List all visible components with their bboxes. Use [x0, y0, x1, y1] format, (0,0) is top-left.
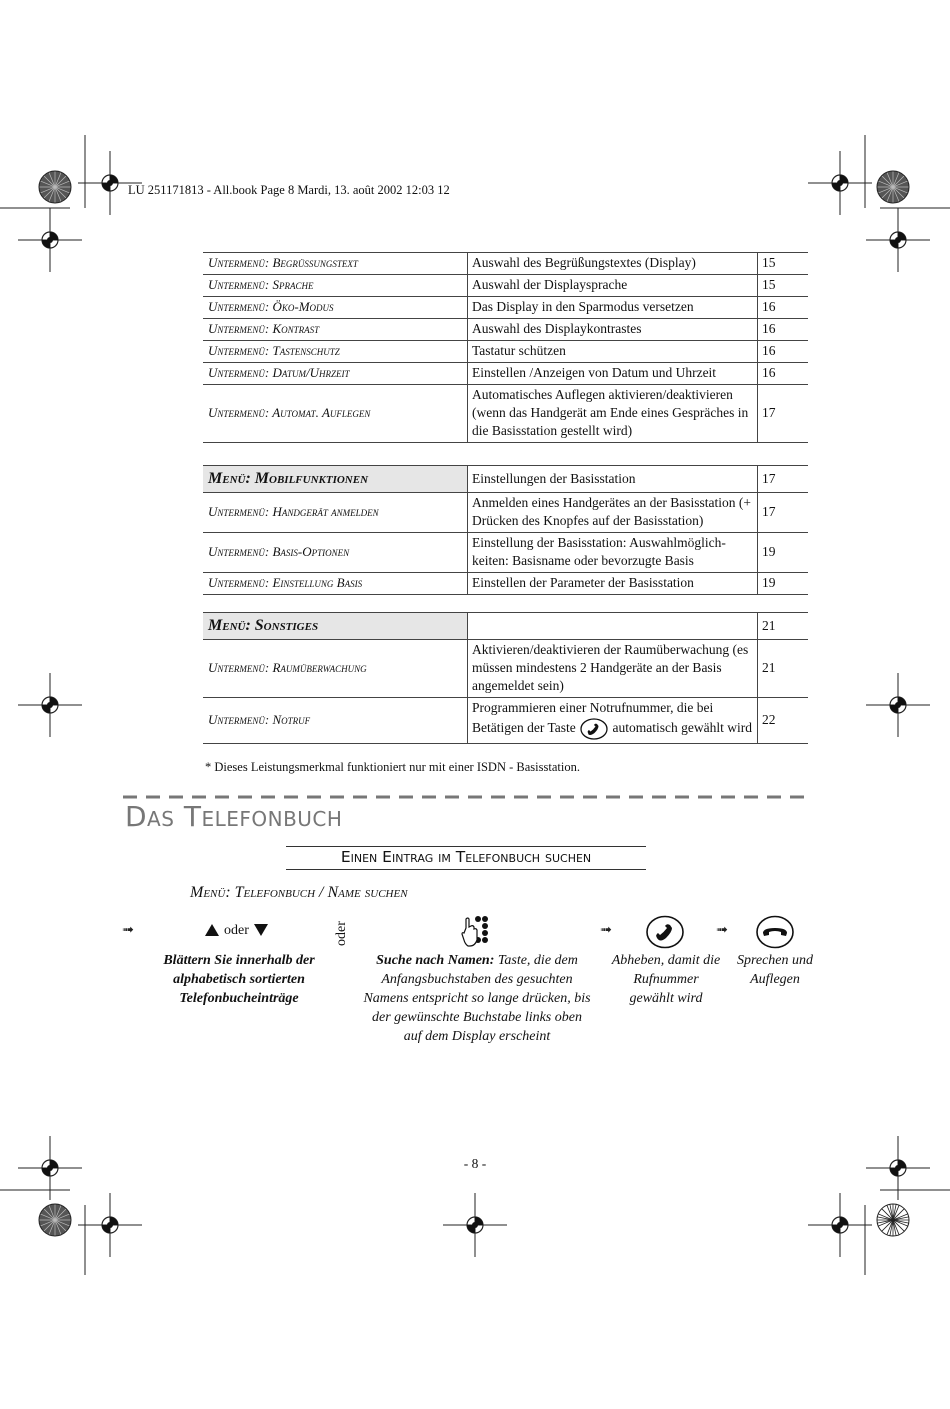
- page-number: - 8 -: [463, 1156, 487, 1171]
- description-cell: Aktivieren/deaktivieren der Raumüberwachung (es müssen mindestens 2 Handgeräte an der Basis angemeldet sein): [468, 640, 758, 698]
- page-cell: 15: [758, 253, 809, 275]
- menu-cell: Untermenü: Sprache: [203, 275, 468, 297]
- menu-table-sonstiges: [203, 612, 808, 744]
- page-cell: 19: [758, 573, 809, 595]
- page-cell: 15: [758, 275, 809, 297]
- menu-cell: Untermenü: Notruf: [203, 698, 468, 744]
- menu-cell: Untermenü: Öko-Modus: [203, 297, 468, 319]
- submenu-table-display: [203, 252, 808, 443]
- menu-cell: Untermenü: Tastenschutz: [203, 341, 468, 363]
- table-row: [203, 573, 808, 595]
- menu-cell: Untermenü: Begrüssungstext: [203, 253, 468, 275]
- arrow-right-icon: ➟: [600, 922, 612, 938]
- description-cell: Das Display in den Sparmodus versetzen: [468, 297, 758, 319]
- table-row: [203, 341, 808, 363]
- triangle-down-icon: [253, 923, 269, 937]
- subsection-title: [286, 846, 646, 870]
- pickup-step-text: Abheben, damit die Rufnummer gewählt wird: [611, 953, 721, 1006]
- description-cell: Auswahl der Displaysprache: [468, 275, 758, 297]
- arrow-right-icon: ➟: [122, 922, 134, 938]
- page-cell: 22: [758, 698, 809, 744]
- menu-cell: Untermenü: Handgerät anmelden: [203, 493, 468, 533]
- phone-pickup-icon: [645, 914, 685, 950]
- table-row: [203, 297, 808, 319]
- description-cell: [468, 613, 758, 640]
- scroll-step-text: Blättern Sie innerhalb der alphabetisch sortierten Telefonbucheinträge: [163, 953, 315, 1006]
- book-info-header: LU 251171813 - All.book Page 8 Mardi, 13. août 2002 12:03 12: [128, 183, 450, 197]
- page-cell: 17: [758, 493, 809, 533]
- phone-hangup-icon: [755, 914, 795, 950]
- menu-cell: Untermenü: Datum/Uhrzeit: [203, 363, 468, 385]
- page-cell: 16: [758, 319, 809, 341]
- description-cell: Einstellen /Anzeigen von Datum und Uhrzeit: [468, 363, 758, 385]
- search-step-label: Suche nach Namen:: [376, 953, 495, 968]
- menu-cell: Untermenü: Basis-Optionen: [203, 533, 468, 573]
- menu-heading-row: [203, 466, 808, 493]
- hangup-step-text: Sprechen und Auflegen: [736, 953, 814, 987]
- triangle-up-icon: [204, 923, 220, 937]
- scroll-keys: [204, 921, 269, 939]
- menu-heading-row: [203, 613, 808, 640]
- table-row: [203, 363, 808, 385]
- page-cell: 21: [758, 613, 809, 640]
- table-row: [203, 275, 808, 297]
- description-cell: Auswahl des Displaykontrastes: [468, 319, 758, 341]
- search-step-text: [363, 951, 591, 1046]
- description-cell: Tastatur schützen: [468, 341, 758, 363]
- page-cell: 19: [758, 533, 809, 573]
- menu-cell: Untermenü: Automat. Auflegen: [203, 385, 468, 443]
- table-row: [203, 698, 808, 744]
- page-cell: 21: [758, 640, 809, 698]
- page-cell: 16: [758, 297, 809, 319]
- menu-path: Menü: Telefonbuch / Name suchen: [190, 884, 408, 901]
- menu-cell: Untermenü: Raumüberwachung: [203, 640, 468, 698]
- table-row: [203, 640, 808, 698]
- page-cell: 17: [758, 385, 809, 443]
- menu-heading: Menü: Mobilfunktionen: [203, 466, 468, 493]
- section-title: Das Telefonbuch: [125, 800, 343, 833]
- table-row: [203, 385, 808, 443]
- page-cell: 17: [758, 466, 809, 493]
- description-cell: Auswahl des Begrüßungstextes (Display): [468, 253, 758, 275]
- menu-heading: Menü: Sonstiges: [203, 613, 468, 640]
- description-cell: Einstellung der Basisstation: Auswahlmöglich-keiten: Basisname oder bevorzugte Basis: [468, 533, 758, 573]
- menu-cell: Untermenü: Kontrast: [203, 319, 468, 341]
- page-cell: 16: [758, 341, 809, 363]
- footnote: * Dieses Leistungsmerkmal funktioniert nur mit einer ISDN - Basisstation.: [205, 760, 580, 774]
- table-row: [203, 319, 808, 341]
- subsection-title-text: Einen Eintrag im Telefonbuch suchen: [340, 848, 592, 866]
- vertical-oder-label: oder: [334, 921, 349, 946]
- search-step-description: Taste, die dem Anfangsbuchstaben des gesuchten Namens entspricht so lange drücken, bis der gewünschte Buchstabe links oben auf dem Display erscheint: [363, 953, 591, 1044]
- keypad-press-icon: [460, 914, 492, 950]
- page-cell: 16: [758, 363, 809, 385]
- arrow-right-icon: ➟: [716, 922, 728, 938]
- description-cell: Einstellungen der Basisstation: [468, 466, 758, 493]
- description-cell: Automatisches Auflegen aktivieren/deaktivieren (wenn das Handgerät am Ende eines Gespräches in die Basisstation gestellt wird): [468, 385, 758, 443]
- table-row: [203, 533, 808, 573]
- oder-label: oder: [224, 923, 249, 938]
- table-row: [203, 493, 808, 533]
- description-cell: Einstellen der Parameter der Basisstation: [468, 573, 758, 595]
- description-cell: [468, 698, 758, 744]
- description-cell: Anmelden eines Handgerätes an der Basisstation (+ Drücken des Knopfes auf der Basisstation): [468, 493, 758, 533]
- menu-table-mobilfunktionen: [203, 465, 808, 595]
- phone-pickup-icon: [579, 717, 609, 741]
- table-row: [203, 253, 808, 275]
- description-text: Programmieren einer Notrufnummer, die bei Betätigen der Taste: [472, 700, 714, 736]
- menu-cell: Untermenü: Einstellung Basis: [203, 573, 468, 595]
- description-text: automatisch gewählt wird: [612, 720, 752, 736]
